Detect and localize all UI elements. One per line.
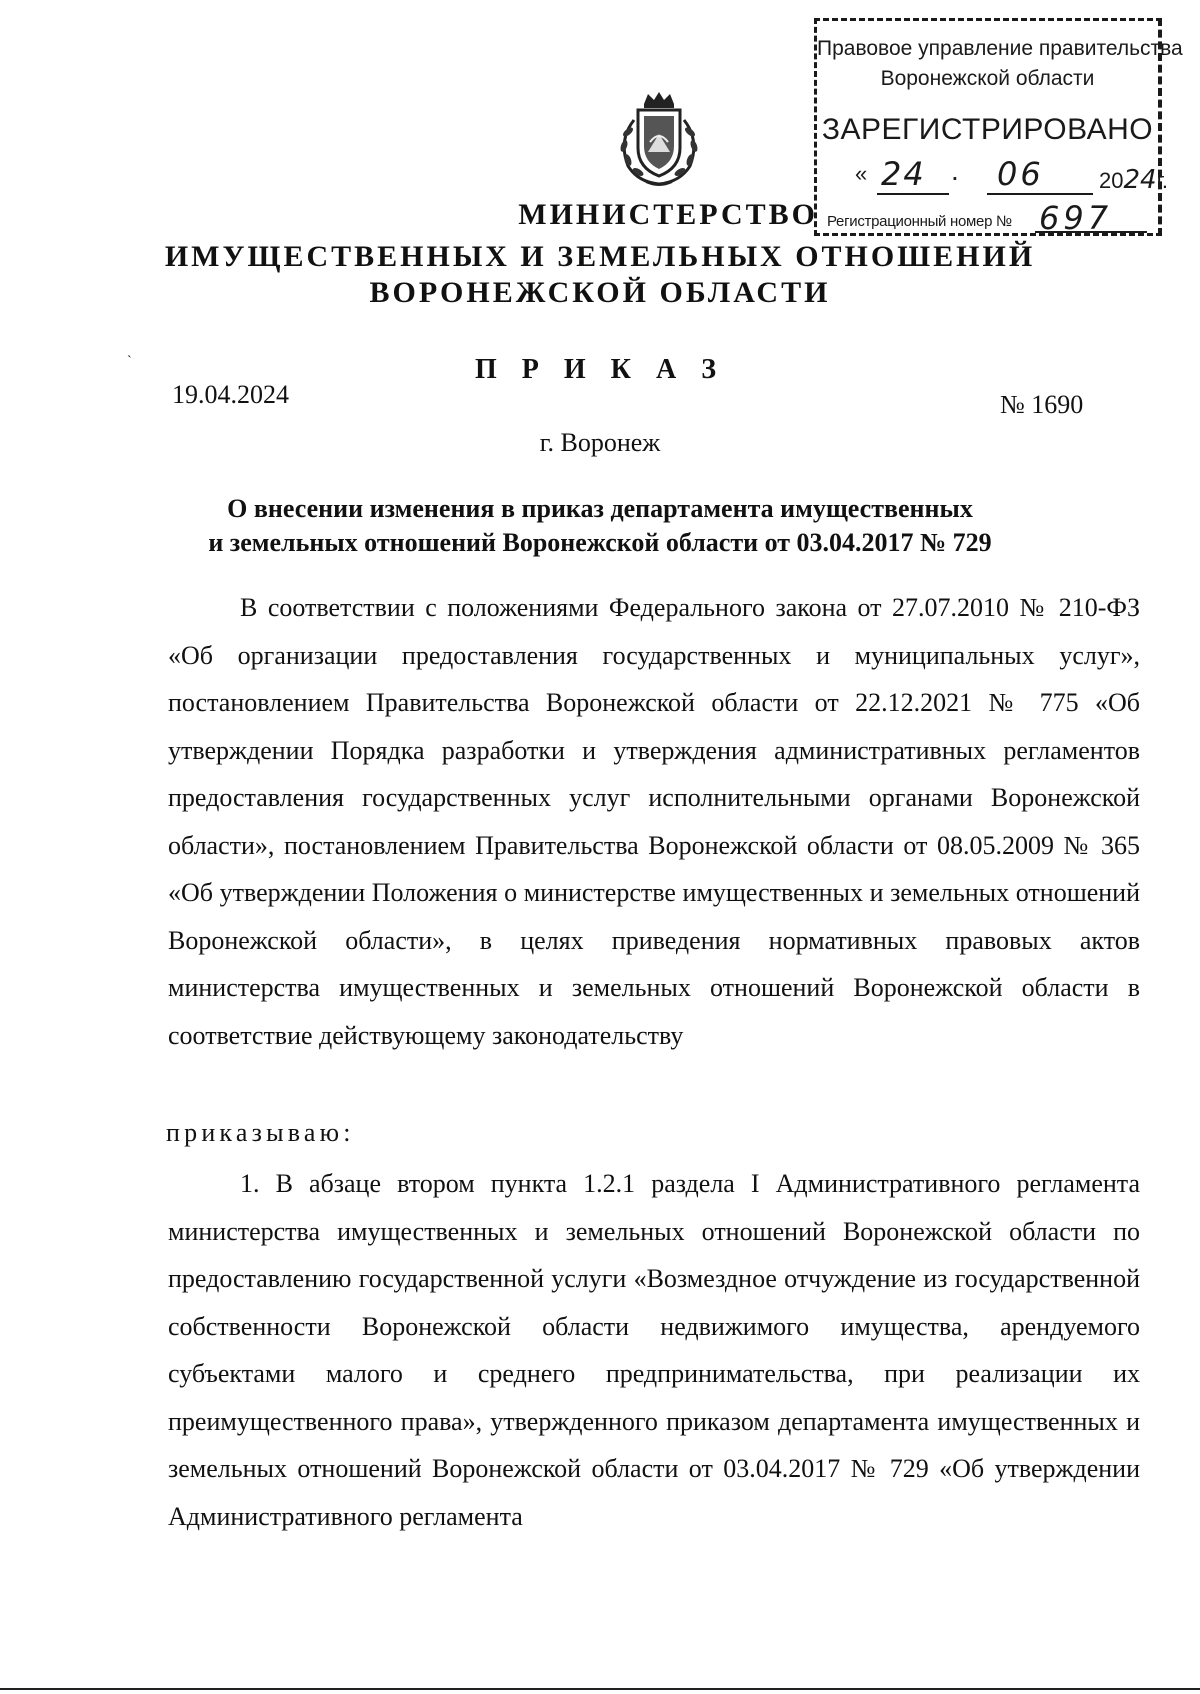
stamp-registration-number <box>827 199 1150 237</box>
ministry-title-line1: МИНИСТЕРСТВО <box>518 198 818 231</box>
coat-of-arms-icon <box>604 90 714 190</box>
body-order-word: приказываю: <box>166 1118 355 1147</box>
stamp-date-day-underline <box>877 193 949 195</box>
body-paragraph-preamble: В соответствии с положениями Федерального закона от 27.07.2010 № 210-ФЗ «Об организации предоставления государственных и муниципальных услуг», постановлением Правительства Воронежской области от 22.12.2021 № 775 «Об утверждении Порядка разработки и утверждения административных регламентов предоставления государственных услуг исполнительными органами Воронежской области», постановлением Правительства Воронежской области от 08.05.2009 № 365 «Об утверждении Положения о министерстве имущественных и земельных отношений Воронежской области», в целях приведения нормативных правовых актов министерства имущественных и земельных отношений Воронежской области в соответствие действующему законодательству <box>168 593 1140 1050</box>
stamp-org-line2: Воронежской области <box>880 67 1095 90</box>
registration-stamp <box>814 18 1183 237</box>
stamp-regnum-label: Регистрационный номер № <box>827 213 1012 230</box>
stamp-date-quote: « <box>855 161 868 186</box>
body-paragraph-item1: 1. В абзаце втором пункта 1.2.1 раздела I Административного регламента министерства имущественных и земельных отношений Воронежской области по предоставлению государственной услуги «Возмездное отчуждение из государственной собственности Воронежской области недвижимого имущества, арендуемого субъектами малого и среднего предпринимательства, при реализации их преимущественного права», утвержденного приказом департамента имущественных и земельных отношений Воронежской области от 03.04.2017 № 729 «Об утверждении Административного регламента <box>168 1169 1140 1531</box>
ministry-title-line2: ИМУЩЕСТВЕННЫХ И ЗЕМЕЛЬНЫХ ОТНОШЕНИЙ <box>164 240 1036 273</box>
stamp-registered-label: ЗАРЕГИСТРИРОВАНО <box>821 113 1154 146</box>
order-subject-line1: О внесении изменения в приказ департамента имущественных <box>227 494 973 523</box>
stamp-regnum-value: 697 <box>1039 199 1113 237</box>
scan-mark: ˋ <box>127 354 132 369</box>
stamp-regnum-underline <box>1035 231 1147 233</box>
stamp-org-line1: Правовое управление правительства <box>817 37 1183 60</box>
stamp-date-year <box>1099 165 1168 195</box>
stamp-date-year-mark: г. <box>1156 168 1169 193</box>
document-type-heading: П Р И К А З <box>475 354 725 385</box>
stamp-date-year-suffix: 24 <box>1123 165 1157 195</box>
order-city: г. Воронеж <box>539 428 661 457</box>
ministry-title-line3: ВОРОНЕЖСКОЙ ОБЛАСТИ <box>369 276 831 309</box>
order-number: № 1690 <box>1000 390 1084 419</box>
order-subject-line2: и земельных отношений Воронежской области от 03.04.2017 № 729 <box>208 528 992 557</box>
stamp-date-month: 06 <box>997 155 1044 193</box>
order-subject <box>120 492 1080 560</box>
order-date: 19.04.2024 <box>172 380 289 409</box>
stamp-date-year-prefix: 20 <box>1099 168 1124 193</box>
stamp-date-month-underline <box>987 193 1093 195</box>
page-bottom-edge <box>0 1688 1200 1690</box>
stamp-date-separator: . <box>951 155 959 186</box>
stamp-date-day: 24 <box>881 155 926 193</box>
stamp-date <box>847 155 1169 197</box>
